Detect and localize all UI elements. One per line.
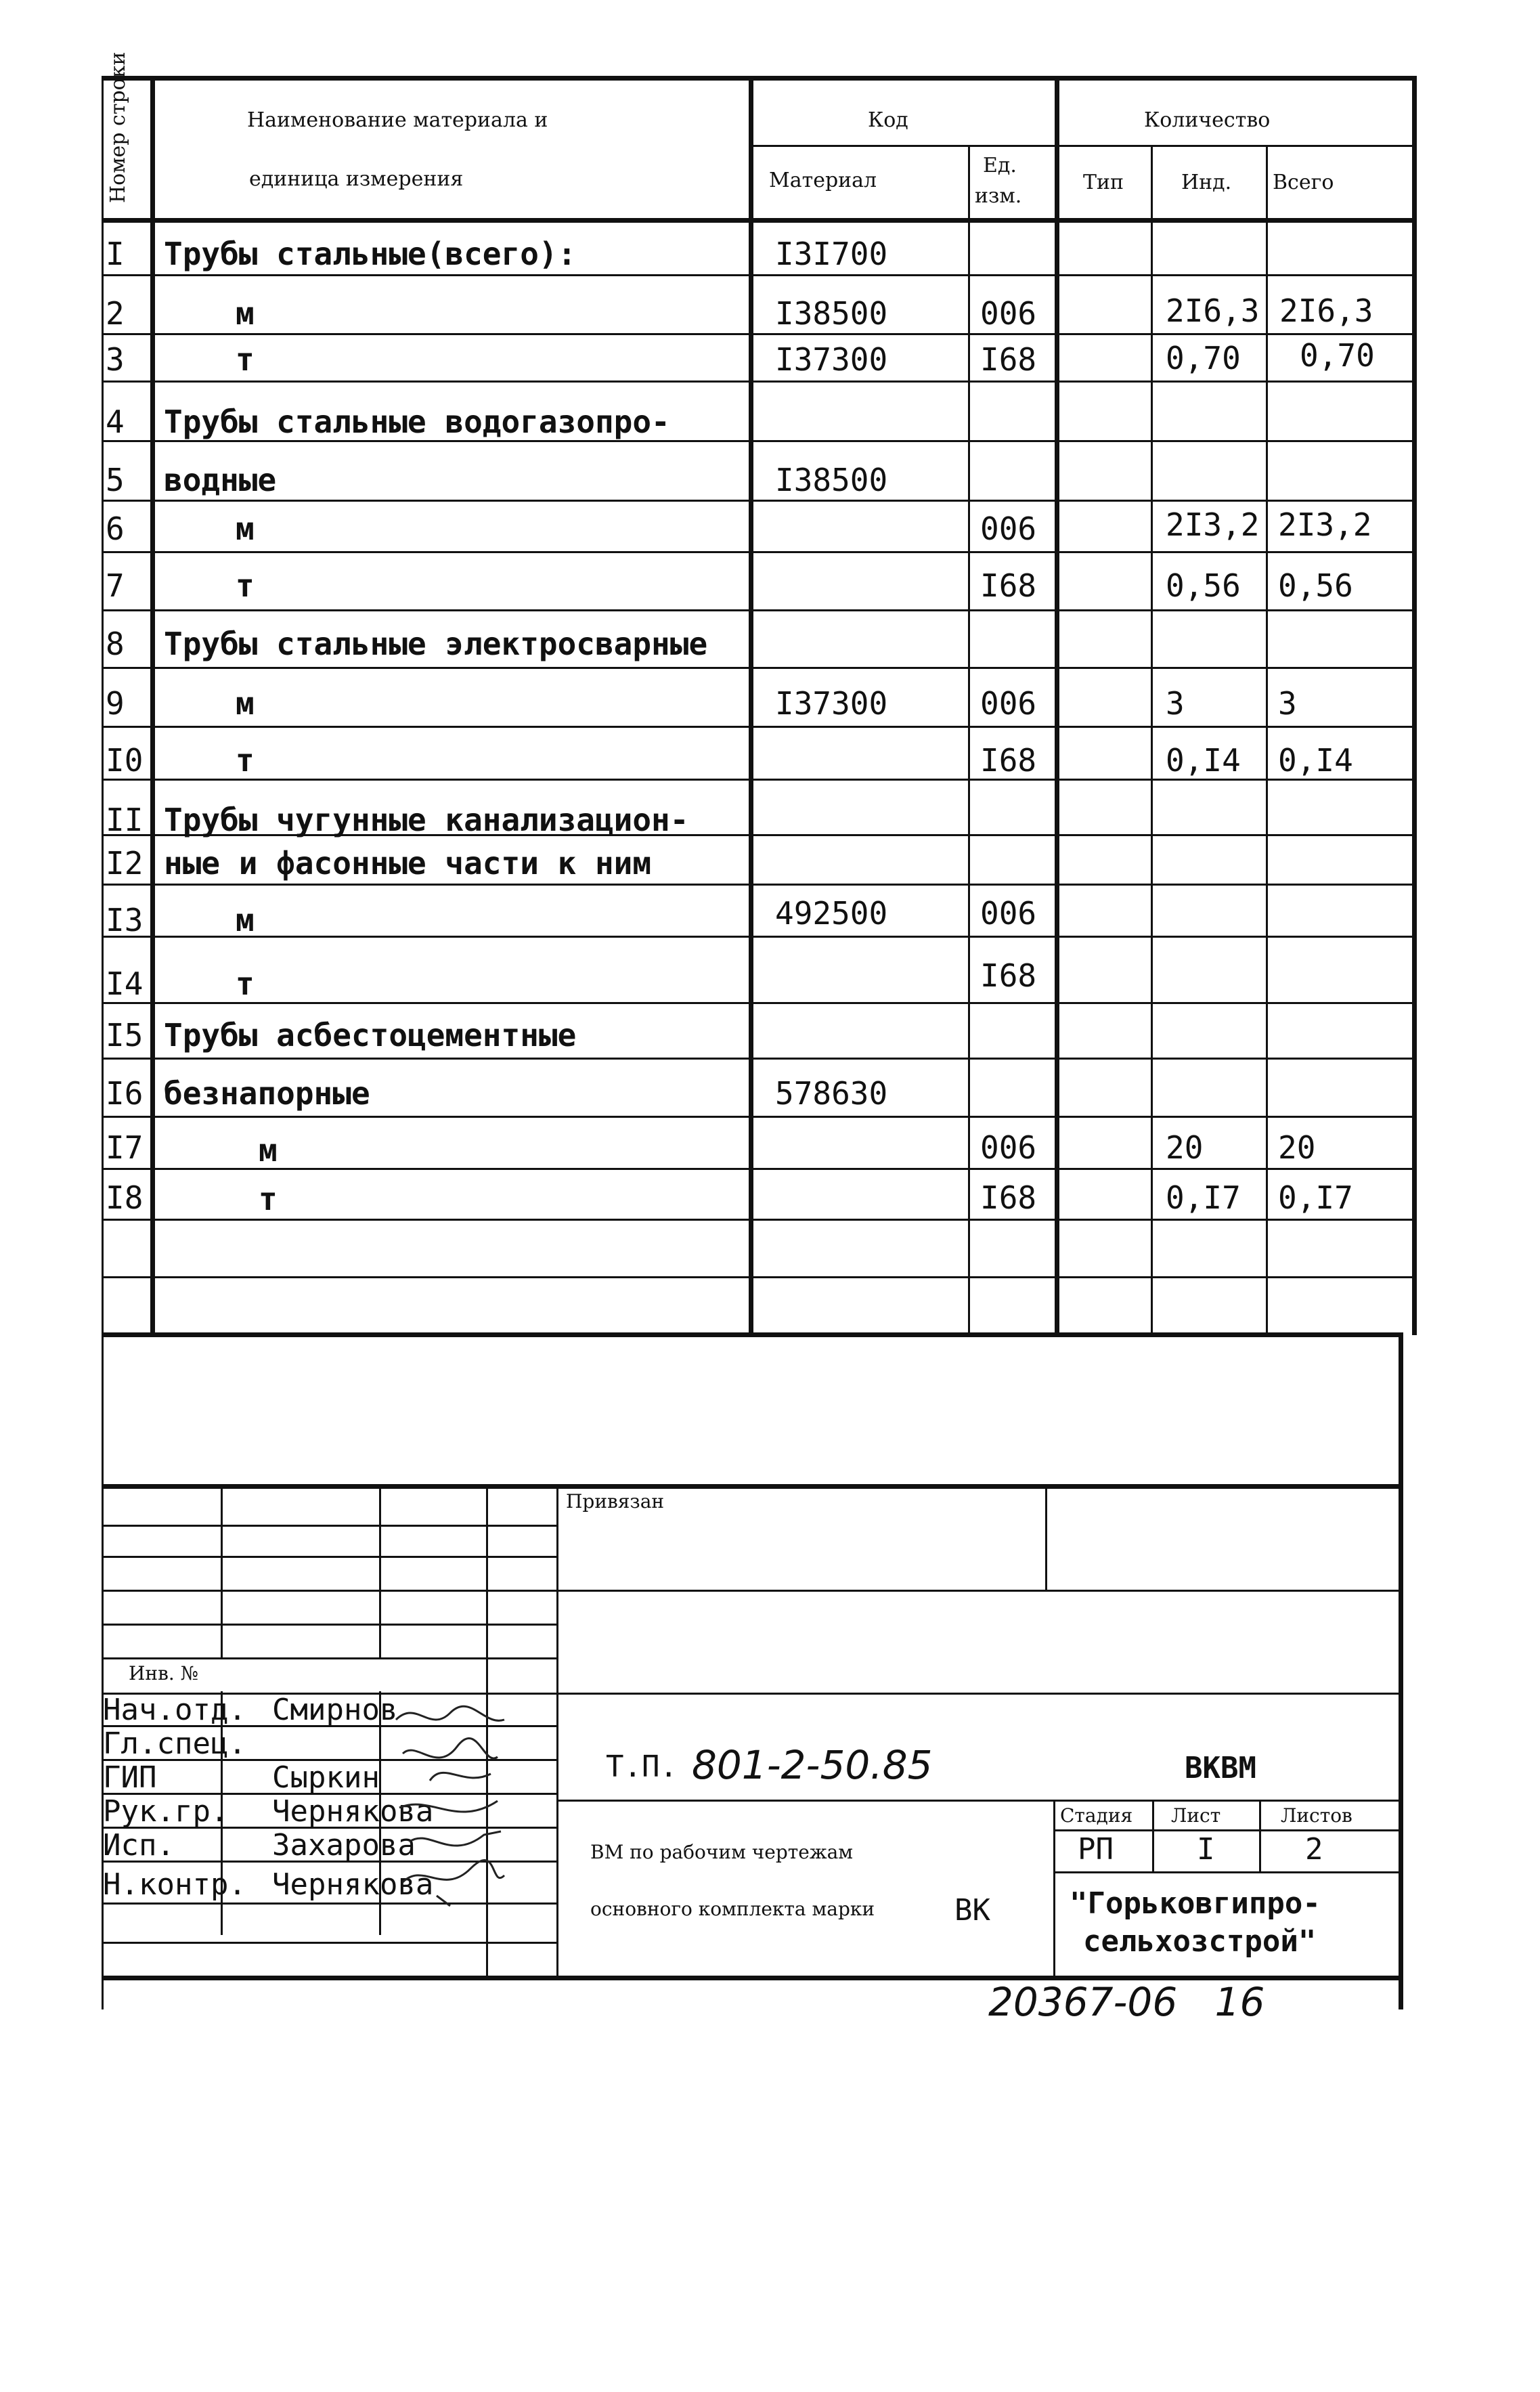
- unit-header-line1: Ед.: [983, 154, 1017, 177]
- row-number: 7: [106, 567, 125, 604]
- row-material: I38500: [775, 295, 888, 332]
- row-total: 2I3,2: [1278, 506, 1372, 543]
- row-unit: 006: [980, 510, 1037, 547]
- row-ind: 2I3,2: [1166, 506, 1260, 543]
- sheets-value: 2: [1305, 1832, 1323, 1867]
- row-number: I5: [106, 1017, 144, 1053]
- row-name: Трубы стальные(всего):: [164, 236, 577, 272]
- inv-label: Инв. №: [129, 1662, 199, 1684]
- row-ind: 2I6,3: [1166, 292, 1260, 329]
- row-name: м: [236, 685, 255, 722]
- row-number: 3: [106, 341, 125, 378]
- row-ind: 0,I7: [1166, 1179, 1241, 1216]
- role-ruk-gr: Рук.гр.: [103, 1794, 229, 1829]
- row-name: т: [259, 1181, 278, 1217]
- row-unit: I68: [980, 742, 1037, 779]
- footer-number: 20367-06 16: [988, 1979, 1265, 2025]
- row-number: I0: [106, 742, 144, 779]
- role-gip: ГИП: [103, 1760, 157, 1795]
- row-name: Трубы асбестоцементные: [164, 1017, 577, 1053]
- unit-header-line2: изм.: [975, 184, 1022, 208]
- row-number: 2: [106, 295, 125, 332]
- row-total: 20: [1278, 1129, 1316, 1166]
- sheet-label: Лист: [1171, 1804, 1221, 1827]
- desc-line1: ВМ по рабочим чертежам: [590, 1841, 854, 1863]
- row-name: Трубы чугунные канализацион-: [164, 802, 689, 838]
- row-unit: 006: [980, 1129, 1037, 1166]
- row-name: ные и фасонные части к ним: [164, 845, 652, 882]
- org-line2: сельхозстрой": [1083, 1924, 1317, 1959]
- row-material: 578630: [775, 1075, 888, 1112]
- row-name: т: [236, 567, 255, 604]
- desc-line2: основного комплекта марки: [590, 1898, 875, 1920]
- role-nach-otd: Нач.отд.: [103, 1693, 246, 1727]
- row-name: Трубы стальные водогазопро-: [164, 404, 670, 440]
- row-number: I6: [106, 1075, 144, 1112]
- row-number: 5: [106, 462, 125, 498]
- row-material: I38500: [775, 462, 888, 498]
- material-header: Материал: [769, 169, 877, 192]
- name-header-line1: Наименование материала и: [247, 108, 548, 132]
- row-name: т: [236, 742, 255, 779]
- name-header-line2: единица измерения: [249, 167, 464, 191]
- row-unit: I68: [980, 341, 1037, 378]
- ind-header: Инд.: [1181, 171, 1232, 194]
- row-number: II: [106, 802, 144, 838]
- stage-value: РП: [1078, 1832, 1114, 1867]
- row-total: 0,I7: [1278, 1179, 1353, 1216]
- row-total: 3: [1278, 685, 1297, 722]
- row-name: м: [236, 510, 255, 547]
- row-name: безнапорные: [164, 1075, 370, 1112]
- person-ruk-gr: Чернякова: [272, 1794, 434, 1829]
- row-unit: 006: [980, 895, 1037, 932]
- row-material: I3I700: [775, 236, 888, 272]
- row-unit: 006: [980, 295, 1037, 332]
- bound-label: Привязан: [566, 1490, 665, 1513]
- row-ind: 0,I4: [1166, 742, 1241, 779]
- row-number-header: Номер строки: [106, 51, 130, 203]
- row-ind: 20: [1166, 1129, 1204, 1166]
- row-name: т: [236, 965, 255, 1002]
- row-number: I7: [106, 1129, 144, 1166]
- row-number: 4: [106, 404, 125, 440]
- row-material: I37300: [775, 341, 888, 378]
- row-unit: I68: [980, 957, 1037, 994]
- row-ind: 3: [1166, 685, 1185, 722]
- row-number: 6: [106, 510, 125, 547]
- row-name: м: [236, 295, 255, 332]
- row-name: м: [259, 1132, 278, 1169]
- person-isp: Захарова: [272, 1828, 416, 1863]
- row-unit: I68: [980, 1179, 1037, 1216]
- row-number: I2: [106, 845, 144, 882]
- row-unit: I68: [980, 567, 1037, 604]
- doc-mark: ВКВМ: [1185, 1751, 1256, 1785]
- stage-label: Стадия: [1060, 1804, 1133, 1827]
- row-name: т: [236, 341, 255, 378]
- row-number: I3: [106, 902, 144, 938]
- row-ind: 0,70: [1166, 340, 1241, 376]
- total-header: Всего: [1273, 171, 1334, 194]
- signature-image: [389, 1693, 511, 1909]
- person-nach-otd: Смирнов: [272, 1693, 398, 1727]
- row-material: 492500: [775, 895, 888, 932]
- code-header: Код: [868, 108, 908, 132]
- row-name: Трубы стальные электросварные: [164, 626, 708, 662]
- type-header: Тип: [1083, 171, 1124, 194]
- row-number: I: [106, 236, 125, 272]
- org-line1: "Горьковгипро-: [1070, 1886, 1321, 1921]
- row-total: 0,56: [1278, 567, 1353, 604]
- row-name: м: [236, 902, 255, 938]
- desc-mark: ВК: [954, 1893, 990, 1928]
- row-total: 2I6,3: [1279, 292, 1373, 329]
- role-gl-spets: Гл.спец.: [103, 1726, 246, 1761]
- row-ind: 0,56: [1166, 567, 1241, 604]
- person-gip: Сыркин: [272, 1760, 380, 1795]
- row-total: 0,I4: [1278, 742, 1353, 779]
- row-material: I37300: [775, 685, 888, 722]
- row-number: 9: [106, 685, 125, 722]
- tp-label: Т.П.: [606, 1749, 678, 1784]
- role-n-kontr: Н.контр.: [103, 1867, 246, 1902]
- row-number: I8: [106, 1179, 144, 1216]
- row-number: 8: [106, 626, 125, 662]
- row-name: водные: [164, 462, 277, 498]
- quantity-header: Количество: [1144, 108, 1271, 132]
- person-n-kontr: Чернякова: [272, 1867, 434, 1902]
- sheets-label: Листов: [1281, 1804, 1352, 1827]
- row-unit: 006: [980, 685, 1037, 722]
- role-isp: Исп.: [103, 1828, 175, 1863]
- row-total: 0,70: [1300, 337, 1375, 374]
- tp-number: 801-2-50.85: [692, 1742, 933, 1788]
- row-number: I4: [106, 965, 144, 1002]
- sheet-value: I: [1197, 1832, 1215, 1867]
